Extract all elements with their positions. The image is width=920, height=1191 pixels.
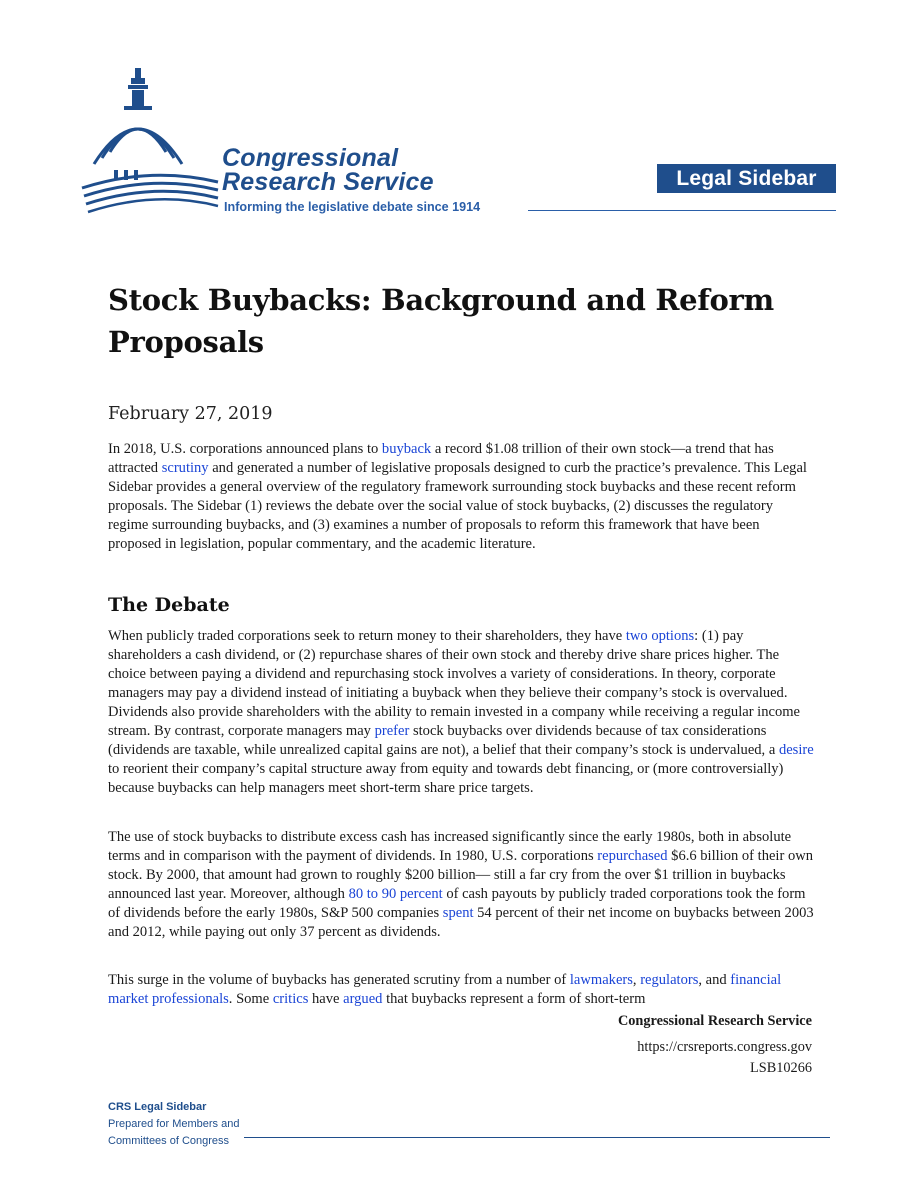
footer-line-3: Committees of Congress [108, 1135, 230, 1147]
inline-link[interactable]: spent [442, 905, 474, 921]
footer-divider [244, 1137, 830, 1138]
inline-link[interactable]: financial market professionals [108, 972, 782, 1007]
text-run: When publicly traded corporations seek to return money to their shareholders, they have [108, 628, 626, 644]
text-run: 54 percent of their net income on buybacks between 2003 and 2012, while paying out only 37 percent as dividends. [108, 905, 814, 940]
paragraph-text [108, 627, 814, 798]
document-date: February 27, 2019 [108, 404, 273, 424]
document-title: Stock Buybacks: Background and Reform Proposals [108, 283, 774, 359]
paragraph-text [108, 971, 814, 1009]
inline-link[interactable]: buyback [381, 441, 432, 457]
footer-line-1: CRS Legal Sidebar [108, 1101, 207, 1113]
section-heading: The Debate [108, 594, 230, 616]
org-name-line1: Congressional [222, 144, 399, 172]
text-run: , [632, 972, 641, 988]
text-run: stock buybacks over dividends because of tax considerations (dividends are taxable, while unrealized capital gains are not), a belief that their company’s stock is undervalued, a [108, 723, 779, 758]
text-run: a record $1.08 trillion of their own stock—a trend that has attracted [108, 441, 774, 476]
inline-link[interactable]: 80 to 90 percent [348, 886, 443, 902]
paragraph-text [108, 828, 814, 942]
inline-link[interactable]: critics [272, 991, 309, 1007]
intro-paragraph [108, 440, 814, 554]
crs-wordmark [222, 146, 434, 194]
text-run: $6.6 billion of their own stock. By 2000, that amount had grown to roughly $200 billion— still a far cry from the over $1 trillion in buybacks announced last year. Moreover, although [108, 848, 814, 902]
signature-org: Congressional Research Service [617, 1013, 812, 1029]
capitol-dome-logo-icon [80, 66, 220, 216]
text-run: . Some [228, 991, 273, 1007]
org-name-line2: Research Service [222, 168, 434, 196]
text-run: : (1) pay shareholders a cash dividend, or (2) repurchase shares of their own stock and thereby drive share prices higher. The choice between paying a dividend and repurchasing stock involves a variety of considerations. In theory, corporate managers may pay a dividend instead of initiating a buyback when they believe their company’s stock is overvalued. Dividends also provide shareholders with the ability to remain invested in a company while receiving a regular income stream. By contrast, corporate managers may [108, 628, 800, 739]
text-run: In 2018, U.S. corporations announced plans to [108, 441, 382, 457]
inline-link[interactable]: repurchased [597, 848, 668, 864]
debate-paragraph-3 [108, 971, 814, 1009]
inline-link[interactable]: desire [778, 742, 814, 758]
text-run: of cash payouts by publicly traded corporations took the form of dividends before the early 1980s, S&P 500 companies [108, 886, 806, 921]
legal-sidebar-badge: Legal Sidebar [657, 164, 836, 193]
text-run: and generated a number of legislative proposals designed to curb the practice’s prevalence. This Legal Sidebar provides a general overview of the regulatory framework surrounding stock buybacks and these recent reform proposals. The Sidebar (1) reviews the debate over the social value of stock buybacks, (2) discusses the regulatory regime surrounding buybacks, and (3) examines a number of proposals to reform this framework that have been proposed in legislation, popular commentary, and the academic literature. [108, 460, 807, 552]
footer-block [108, 1099, 239, 1150]
text-run: have [308, 991, 344, 1007]
signature-url[interactable]: https://crsreports.congress.gov [637, 1039, 812, 1055]
tagline-divider [528, 210, 836, 211]
text-run: to reorient their company’s capital structure away from equity and towards debt financing, or (more controversially) because buybacks can help managers meet short-term share price targets. [108, 761, 784, 796]
text-run: that buybacks represent a form of short-term [382, 991, 646, 1007]
intro-text [108, 440, 814, 554]
debate-paragraph-1 [108, 627, 814, 798]
text-run: This surge in the volume of buybacks has generated scrutiny from a number of [108, 972, 570, 988]
text-run: The use of stock buybacks to distribute excess cash has increased significantly since the early 1980s, both in absolute terms and in comparison with the payment of dividends. In 1980, U.S. corporations [108, 829, 792, 864]
inline-link[interactable]: two options [625, 628, 695, 644]
debate-paragraph-2 [108, 828, 814, 942]
crs-tagline: Informing the legislative debate since 1914 [224, 200, 481, 214]
text-run: , and [698, 972, 731, 988]
inline-link[interactable]: regulators [640, 972, 699, 988]
inline-link[interactable]: argued [343, 991, 383, 1007]
inline-link[interactable]: lawmakers [569, 972, 633, 988]
inline-link[interactable]: scrutiny [161, 460, 209, 476]
footer-line-2: Prepared for Members and [108, 1118, 240, 1130]
inline-link[interactable]: prefer [374, 723, 410, 739]
signature-report-id: LSB10266 [750, 1060, 812, 1076]
